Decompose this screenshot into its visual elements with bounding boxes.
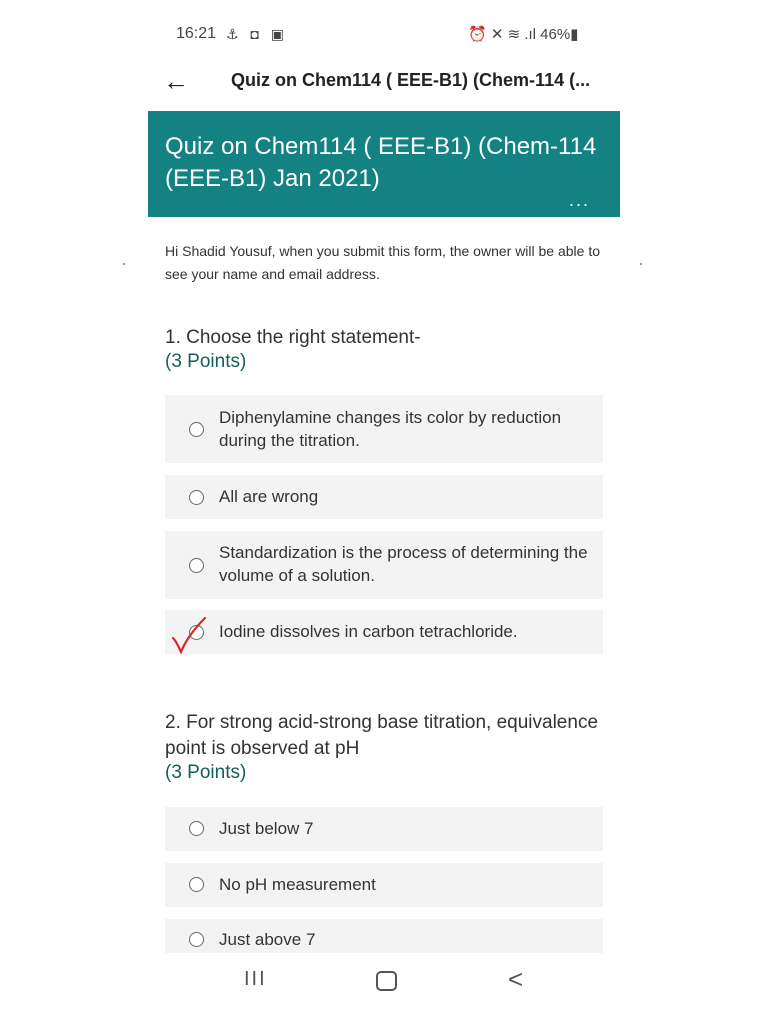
radio-button[interactable] [189, 558, 204, 573]
option-label: Iodine dissolves in carbon tetrachloride. [219, 622, 518, 641]
option-label: Just above 7 [219, 930, 316, 949]
notification-icons: ⚓ ◘ ▣ [226, 26, 289, 42]
header-title: Quiz on Chem114 ( EEE-B1) (Chem-114 (... [231, 70, 591, 90]
system-back-button[interactable]: < [508, 964, 524, 994]
option-label: All are wrong [219, 487, 319, 506]
option-label: No pH measurement [219, 875, 376, 894]
radio-button[interactable] [189, 821, 204, 836]
question-2-title: 2. For strong acid-strong base titration, equivalence point is observed at pH [165, 712, 599, 759]
q2-option-2[interactable] [165, 863, 603, 907]
q1-option-3[interactable] [165, 531, 603, 599]
privacy-notice: Hi Shadid Yousuf, when you submit this form, the owner will be able to see your name and email address. [165, 243, 601, 282]
radio-button[interactable] [189, 490, 204, 505]
edge-dot [640, 263, 642, 265]
question-1-points: (3 Points) [165, 351, 247, 372]
form-title: Quiz on Chem114 ( EEE-B1) (Chem-114 (EEE-B1) Jan 2021) [165, 133, 597, 192]
q1-option-4[interactable] [165, 610, 603, 654]
red-check-mark-icon [163, 616, 207, 656]
back-arrow-icon[interactable]: ← [163, 66, 189, 96]
q2-option-1[interactable] [165, 807, 603, 851]
form-banner [148, 111, 620, 217]
home-button[interactable] [376, 971, 397, 991]
more-options-icon[interactable]: ... [568, 190, 590, 210]
option-label: Just below 7 [219, 819, 314, 838]
edge-dot [123, 263, 125, 265]
radio-button[interactable] [189, 422, 204, 437]
recent-apps-button[interactable]: III [244, 968, 267, 990]
status-time: 16:21 [176, 25, 217, 42]
q1-option-2[interactable] [165, 475, 603, 519]
q1-option-1[interactable] [165, 395, 603, 463]
q2-option-3[interactable] [165, 919, 603, 953]
radio-button[interactable] [189, 932, 204, 947]
question-1-title: 1. Choose the right statement- [165, 327, 421, 348]
system-status-icons: ⏰ ✕ ≋ .ıl 46%▮ [468, 26, 579, 43]
radio-button[interactable] [189, 877, 204, 892]
option-label: Standardization is the process of determining the volume of a solution. [219, 543, 588, 585]
question-2-points: (3 Points) [165, 762, 247, 783]
option-label: Diphenylamine changes its color by reduction during the titration. [219, 408, 562, 450]
